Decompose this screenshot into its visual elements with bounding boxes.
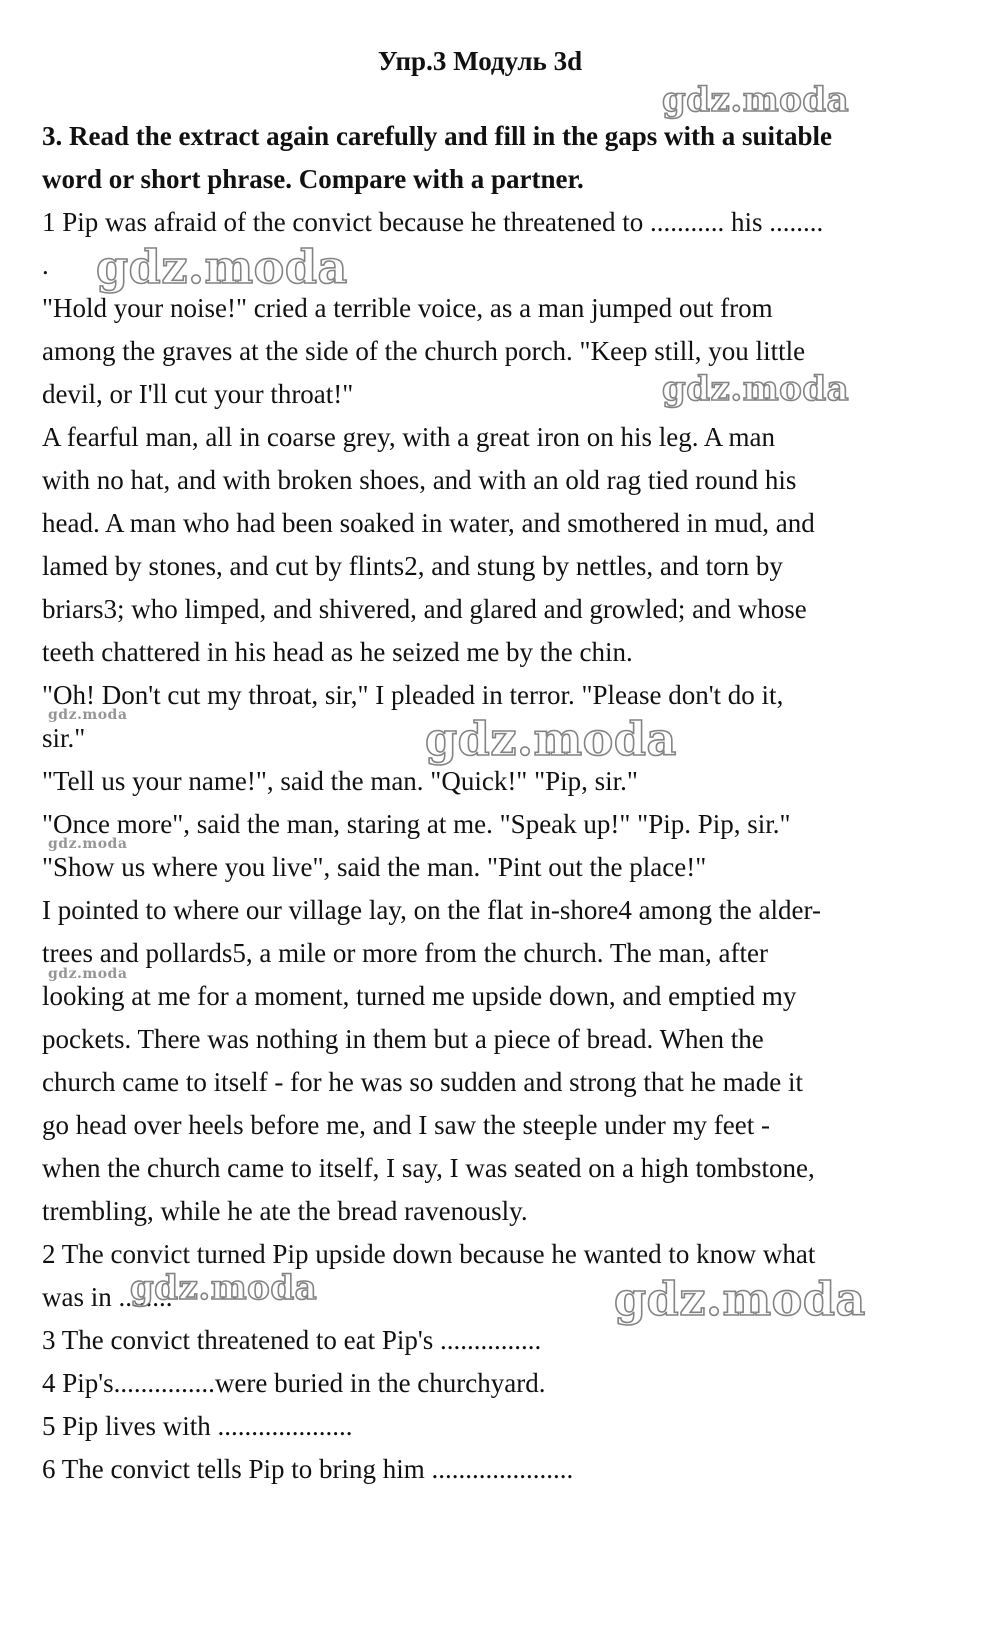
page-title: Упр.3 Модуль 3d — [377, 46, 583, 76]
question-2-line-1: 2 The convict turned Pip upside down because he wanted to know what — [42, 1239, 816, 1269]
question-4: 4 Pip's...............were buried in the churchyard. — [42, 1368, 546, 1398]
extract-line: A fearful man, all in coarse grey, with a great iron on his leg. A man — [42, 422, 776, 452]
extract-line: when the church came to itself, I say, I was seated on a high tombstone, — [42, 1153, 815, 1183]
extract-line: "Hold your noise!" cried a terrible voice, as a man jumped out from — [42, 293, 773, 323]
watermark-small: gdz.moda — [48, 707, 128, 723]
extract-line: church came to itself - for he was so sudden and strong that he made it — [42, 1067, 804, 1097]
extract-line: briars3; who limped, and shivered, and glared and growled; and whose — [42, 594, 807, 624]
extract-line: sir." — [42, 723, 86, 753]
question-5: 5 Pip lives with .................... — [42, 1411, 353, 1441]
extract-line: "Oh! Don't cut my throat, sir," I pleaded in terror. "Please don't do it, — [42, 680, 784, 710]
watermark: gdz.moda — [425, 712, 677, 766]
watermark: gdz.moda — [662, 80, 850, 120]
extract-line: "Once more", said the man, staring at me. "Speak up!" "Pip. Pip, sir." — [42, 809, 791, 839]
extract-line: "Show us where you live", said the man. "Pint out the place!" — [42, 852, 707, 882]
extract-line: devil, or I'll cut your throat!" — [42, 379, 354, 409]
watermark: gdz.moda — [614, 1272, 866, 1326]
watermark-small: gdz.moda — [48, 966, 128, 982]
extract-line: lamed by stones, and cut by flints2, and stung by nettles, and torn by — [42, 551, 783, 581]
question-3: 3 The convict threatened to eat Pip's ............... — [42, 1325, 542, 1355]
watermark-small: gdz.moda — [48, 836, 128, 852]
extract-line: "Tell us your name!", said the man. "Quick!" "Pip, sir." — [42, 766, 638, 796]
watermark: gdz.moda — [662, 369, 850, 409]
question-6: 6 The convict tells Pip to bring him ..................... — [42, 1454, 574, 1484]
question-1-line-2: . — [42, 250, 49, 280]
task-instruction-line-1: 3. Read the extract again carefully and fill in the gaps with a suitable — [42, 121, 833, 151]
extract-line: looking at me for a moment, turned me upside down, and emptied my — [42, 981, 797, 1011]
question-1-line-1: 1 Pip was afraid of the convict because he threatened to ........... his ........ — [42, 207, 824, 237]
extract-line: go head over heels before me, and I saw the steeple under my feet - — [42, 1110, 770, 1140]
extract-line: trees and pollards5, a mile or more from the church. The man, after — [42, 938, 768, 968]
extract-line: head. A man who had been soaked in water, and smothered in mud, and — [42, 508, 815, 538]
watermark: gdz.moda — [96, 240, 348, 294]
question-2-line-2: was in ........ — [42, 1282, 173, 1312]
extract-line: teeth chattered in his head as he seized me by the chin. — [42, 637, 633, 667]
extract-line: I pointed to where our village lay, on the flat in-shore4 among the alder- — [42, 895, 821, 925]
extract-line: pockets. There was nothing in them but a piece of bread. When the — [42, 1024, 764, 1054]
task-instruction-line-2: word or short phrase. Compare with a partner. — [42, 164, 584, 194]
extract-line: among the graves at the side of the church porch. "Keep still, you little — [42, 336, 806, 366]
extract-line: trembling, while he ate the bread ravenously. — [42, 1196, 528, 1226]
watermark: gdz.moda — [130, 1268, 318, 1308]
extract-line: with no hat, and with broken shoes, and with an old rag tied round his — [42, 465, 797, 495]
